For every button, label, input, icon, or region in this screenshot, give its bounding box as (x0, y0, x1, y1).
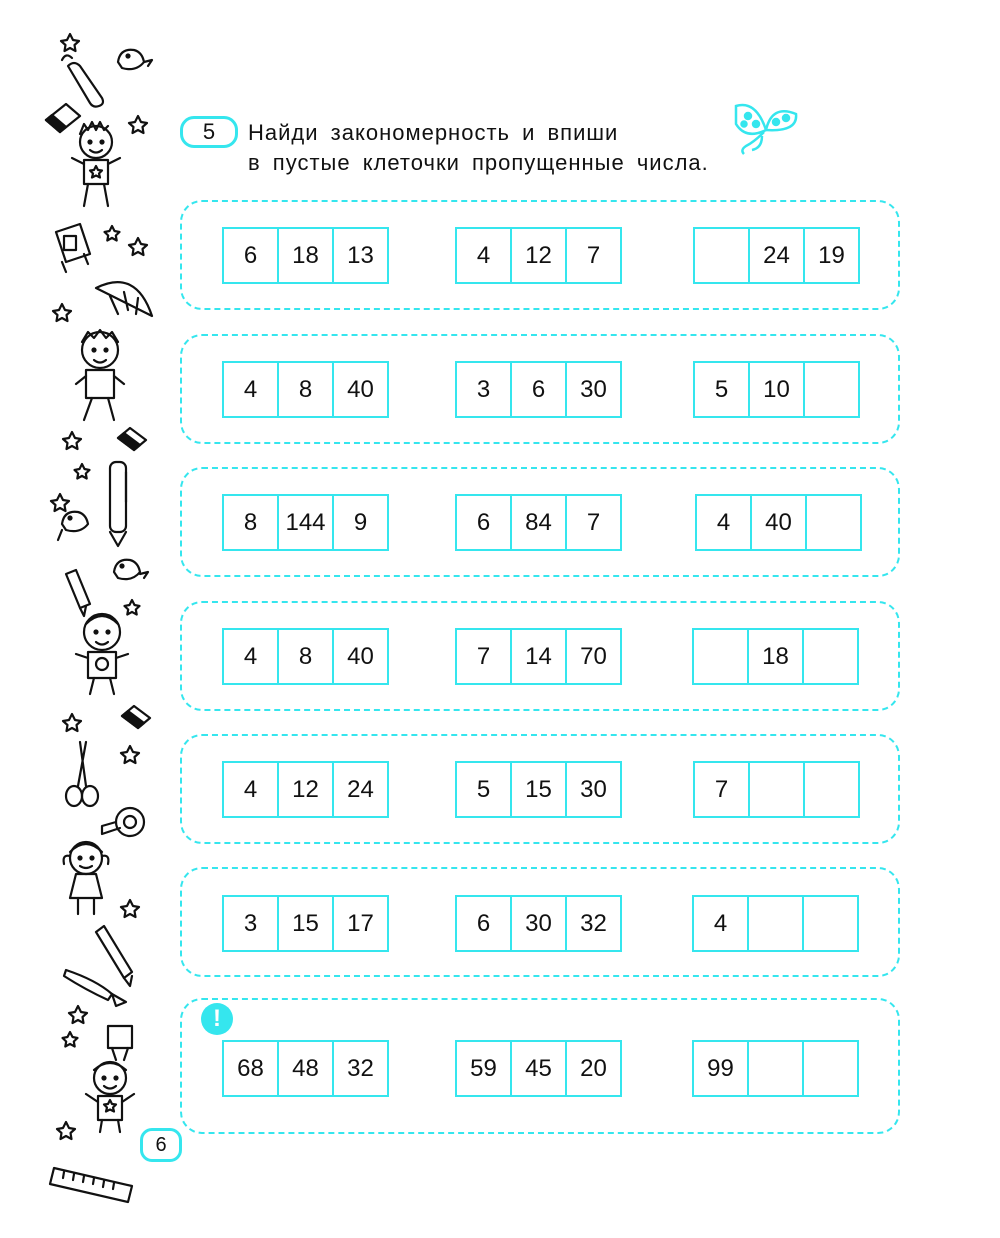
fountain-pen-icon (64, 970, 126, 1006)
number-cell: 15 (277, 895, 334, 952)
number-cell: 18 (747, 628, 804, 685)
boy-icon (72, 122, 120, 206)
number-cell: 6 (455, 895, 512, 952)
ladybug-icon (722, 96, 802, 166)
protractor-icon (96, 282, 152, 316)
page-number (140, 1128, 182, 1162)
cell-group (455, 227, 622, 284)
task-instruction (248, 118, 709, 178)
number-cell: 4 (695, 494, 752, 551)
answer-cell[interactable] (802, 628, 859, 685)
number-cell: 5 (455, 761, 512, 818)
cell-group (692, 895, 859, 952)
number-cell: 20 (565, 1040, 622, 1097)
answer-cell[interactable] (802, 895, 859, 952)
number-cell: 4 (692, 895, 749, 952)
number-cell: 7 (565, 494, 622, 551)
cell-group (455, 628, 622, 685)
side-doodles (0, 0, 170, 1238)
number-cell: 59 (455, 1040, 512, 1097)
number-cell: 17 (332, 895, 389, 952)
eraser-icon (46, 104, 150, 728)
instruction-line-1: Найди закономерность и впиши (248, 120, 619, 145)
number-cell: 4 (455, 227, 512, 284)
cell-group (222, 628, 389, 685)
number-cell: 7 (455, 628, 512, 685)
number-cell: 8 (222, 494, 279, 551)
number-cell: 30 (565, 361, 622, 418)
answer-cell[interactable] (747, 895, 804, 952)
number-cell: 70 (565, 628, 622, 685)
row-panel-6 (180, 867, 900, 977)
number-cell: 8 (277, 361, 334, 418)
answer-cell[interactable] (748, 761, 805, 818)
answer-cell[interactable] (803, 361, 860, 418)
number-cell: 18 (277, 227, 334, 284)
cell-group (693, 361, 860, 418)
sharpener-icon (56, 224, 90, 272)
number-cell: 7 (693, 761, 750, 818)
row-panel-1 (180, 200, 900, 310)
answer-cell[interactable] (802, 1040, 859, 1097)
row-panel-4 (180, 601, 900, 711)
number-cell: 40 (750, 494, 807, 551)
number-cell: 5 (693, 361, 750, 418)
number-cell: 14 (510, 628, 567, 685)
number-cell: 99 (692, 1040, 749, 1097)
exclamation-icon: ! (201, 1003, 233, 1035)
number-cell: 40 (332, 628, 389, 685)
number-cell: 24 (332, 761, 389, 818)
number-cell: 15 (510, 761, 567, 818)
number-cell: 19 (803, 227, 860, 284)
girl-icon (64, 842, 109, 914)
cell-group (222, 494, 389, 551)
number-cell: 4 (222, 761, 279, 818)
number-cell: 48 (277, 1040, 334, 1097)
paintbrush-icon (62, 55, 103, 106)
number-cell: 6 (222, 227, 279, 284)
cell-group (692, 1040, 859, 1097)
ruler-icon (50, 1168, 132, 1202)
number-cell: 4 (222, 628, 279, 685)
number-cell: 24 (748, 227, 805, 284)
answer-cell[interactable] (693, 227, 750, 284)
cell-group (222, 895, 389, 952)
cell-group (222, 361, 389, 418)
row-panel-3 (180, 467, 900, 577)
number-cell: 6 (510, 361, 567, 418)
number-cell: 30 (510, 895, 567, 952)
pencil-icon (66, 570, 90, 616)
cell-group (692, 628, 859, 685)
cell-group (455, 895, 622, 952)
number-cell: 7 (565, 227, 622, 284)
number-cell: 144 (277, 494, 334, 551)
cell-group (222, 761, 389, 818)
cell-group (222, 227, 389, 284)
number-cell: 32 (565, 895, 622, 952)
tape-icon (102, 808, 144, 836)
bird-icon (118, 50, 152, 69)
number-cell: 30 (565, 761, 622, 818)
answer-cell[interactable] (747, 1040, 804, 1097)
number-cell: 12 (510, 227, 567, 284)
row-panel-2 (180, 334, 900, 444)
cell-group (693, 227, 860, 284)
number-cell: 3 (222, 895, 279, 952)
number-cell: 84 (510, 494, 567, 551)
answer-cell[interactable] (805, 494, 862, 551)
number-cell: 13 (332, 227, 389, 284)
pen-icon (110, 462, 126, 546)
clip-icon (108, 1026, 132, 1060)
number-cell: 8 (277, 628, 334, 685)
cell-group (693, 761, 860, 818)
number-cell: 12 (277, 761, 334, 818)
answer-cell[interactable] (803, 761, 860, 818)
cell-group (695, 494, 862, 551)
scissors-icon (66, 742, 98, 806)
cell-group (455, 1040, 622, 1097)
number-cell: 40 (332, 361, 389, 418)
row-panel-7 (180, 998, 900, 1134)
cell-group (222, 1040, 389, 1097)
number-cell: 6 (455, 494, 512, 551)
cell-group (455, 361, 622, 418)
task-number-badge (180, 116, 238, 148)
row-panel-5 (180, 734, 900, 844)
instruction-line-2: в пустые клеточки пропущенные числа. (248, 150, 709, 175)
number-cell: 32 (332, 1040, 389, 1097)
number-cell: 45 (510, 1040, 567, 1097)
number-cell: 4 (222, 361, 279, 418)
number-cell: 68 (222, 1040, 279, 1097)
cell-group (455, 761, 622, 818)
cell-group (455, 494, 622, 551)
number-cell: 10 (748, 361, 805, 418)
number-cell: 3 (455, 361, 512, 418)
number-cell: 9 (332, 494, 389, 551)
answer-cell[interactable] (692, 628, 749, 685)
page-number-label: 6 (155, 1133, 167, 1156)
task-number: 5 (202, 119, 216, 144)
